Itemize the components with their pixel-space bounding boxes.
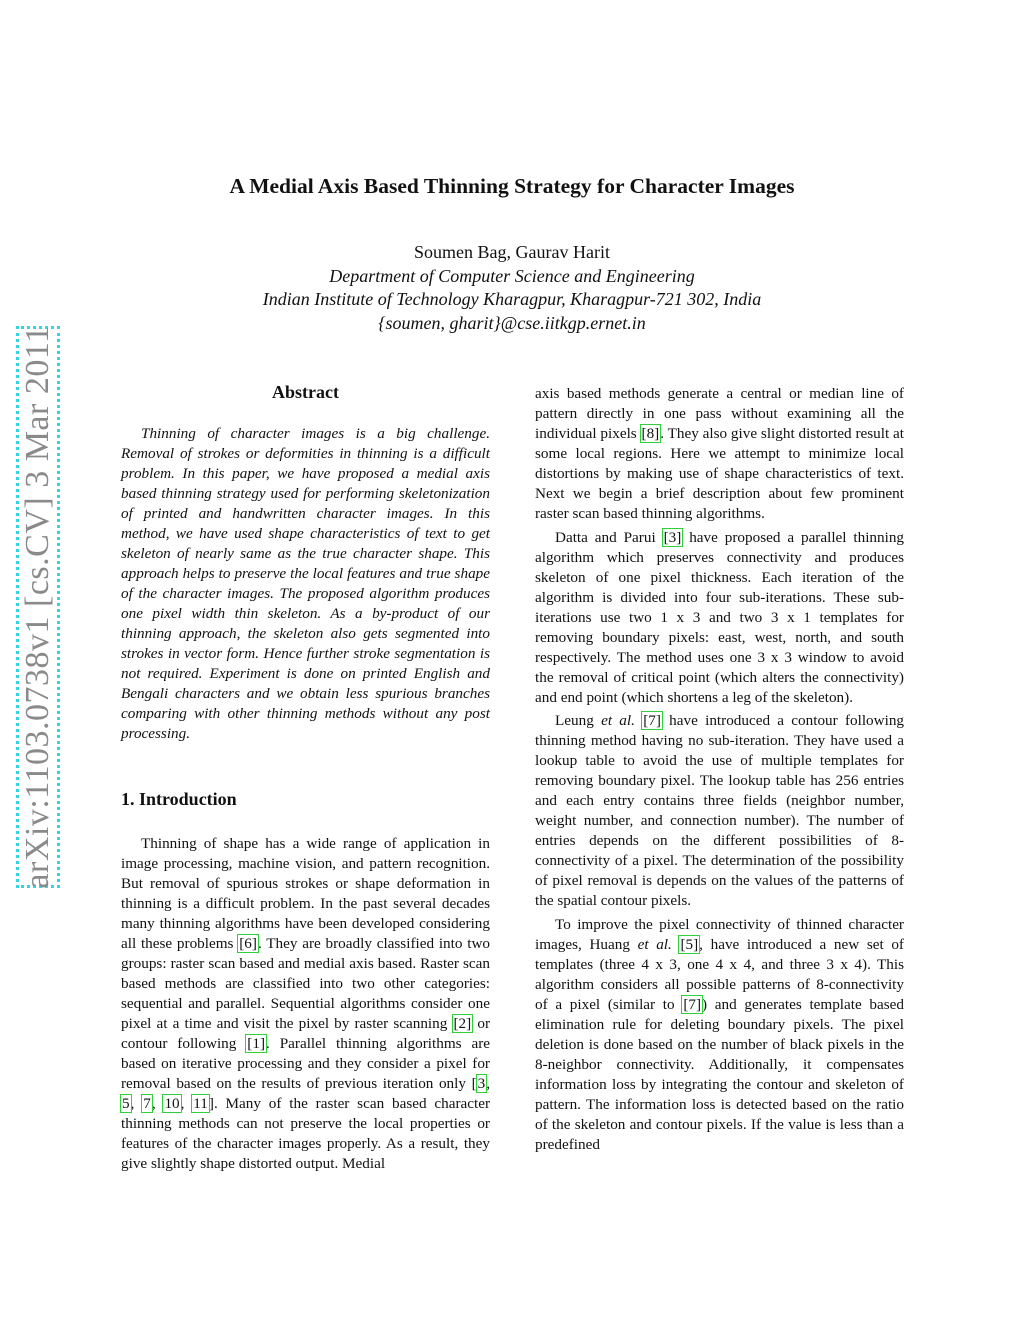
para-text: ) and generates template based elimination rule for deleting boundary pixels. The pixel deletion is done based on the number of black pixels in the 8-neighbor connectivity. Additionally, it compensates information loss by integrating the contour and skeleton of pattern. The information loss is detected based on the ratio of the skeleton and contour pixels. If the value is less than a predefined: [535, 995, 905, 1153]
intro-text-3: or contour following: [121, 1015, 491, 1052]
citation-link[interactable]: 7: [143, 1095, 151, 1112]
citation-link[interactable]: [6]: [239, 935, 257, 952]
para-text: Datta and Parui: [555, 528, 656, 546]
citation-link[interactable]: 10: [164, 1095, 180, 1112]
citation-link[interactable]: [1]: [247, 1035, 266, 1052]
author-email: {soumen, gharit}@cse.iitkgp.ernet.in: [378, 312, 646, 333]
para-text: have introduced a contour following thinning method having no sub-iteration. They have used a lookup table to avoid the use of multiple templates for removing boundary pixel. The lookup table has 256 entries and each entry contains three fields (neighbor number, weight number, and connection number). The number of entries depends on the different possibilities of 8-connectivity of a pixel. The determination of the possibility of pixel removal is depends on the values of the patterns of the spatial contour pixels.: [535, 712, 905, 909]
paper-title: A Medial Axis Based Thinning Strategy for Character Images: [229, 174, 795, 198]
citation-link[interactable]: [8]: [641, 425, 660, 442]
paragraph-huang: [535, 915, 904, 1155]
author-institute: Indian Institute of Technology Kharagpur, Kharagpur-721 302, India: [262, 289, 762, 309]
intro-text-1: Thinning of shape has a wide range of application in image processing, machine vision, and pattern recognition. But removal of spurious strokes or shape deformation in thinning is a difficult problem. In the past several decades many thinning algorithms have been developed considering all these problems: [121, 835, 490, 952]
et-al: et al.: [601, 712, 635, 729]
paragraph-leung: [535, 711, 904, 911]
section-heading-introduction: 1. Introduction: [121, 789, 237, 809]
abstract-heading: Abstract: [272, 382, 339, 402]
intro-text-2: . They are broadly classified into two groups: raster scan based and medial axis based. Raster scan based methods are classified into two other categories: sequential and parallel. Sequential algorithms consider one pixel at a time and visit the pixel by raster scanning: [121, 935, 490, 1032]
et-al: et al.: [637, 935, 672, 953]
intro-paragraph: [121, 834, 490, 1174]
citation-link[interactable]: 5: [122, 1095, 130, 1112]
intro-text-5: . Many of the raster scan based character thinning methods can not preserve the local properties or features of the character images properly. As a result, they give slightly shape distorted output. Medial: [121, 1095, 491, 1172]
author-names: Soumen Bag, Gaurav Harit: [414, 242, 610, 262]
arxiv-identifier: arXiv:1103.0738v1 [cs.CV] 3 Mar 2011: [19, 325, 56, 889]
para-text: axis based methods generate a central or median line of pattern directly in one pass without examining all the individual pixels: [535, 385, 904, 442]
author-block: [0, 241, 1024, 335]
paragraph-datta-parui: [535, 528, 904, 708]
para-text: . They also give slight distorted result at some local regions. Here we attempt to minimize local distortions by making use of shape characteristics of text. Next we begin a brief description about few prominent raster scan based thinning algorithms.: [535, 425, 904, 522]
citation-link[interactable]: [7]: [643, 712, 661, 729]
citation-link[interactable]: 11: [193, 1095, 208, 1112]
citation-link[interactable]: [2]: [453, 1015, 472, 1032]
citation-link[interactable]: 3: [477, 1075, 486, 1092]
para-text: To improve the pixel connectivity of thinned character images, Huang: [535, 915, 904, 953]
citation-link[interactable]: [3]: [663, 528, 682, 546]
author-department: Department of Computer Science and Engineering: [329, 265, 695, 286]
citation-link[interactable]: [7]: [683, 995, 702, 1013]
para-text: have proposed a parallel thinning algorithm which preserves connectivity and produces skeleton of one pixel thickness. Each iteration of the algorithm is divided into four sub-iterations. These sub-iterations use two 1 x 3 and two 3 x 1 templates for removing boundary pixels: east, west, north, and south respectively. The method uses one 3 x 3 window to avoid the removal of critical point (which alters the connectivity) and end point (which shortens a leg of the skeleton).: [535, 528, 905, 706]
citation-group: [3, 5, 7, 10, 11]: [122, 1075, 491, 1112]
right-column: [535, 384, 904, 1158]
para-text: , have introduced a new set of templates (three 4 x 3, one 4 x 4, and three 3 x 4). This algorithm considers all possible patterns of 8-connectivity of a pixel (similar to: [535, 935, 904, 1013]
intro-text-4: . Parallel thinning algorithms are based on iterative processing and they consider a pixel for removal based on the results of previous iteration only: [121, 1035, 491, 1092]
abstract-text: Thinning of character images is a big challenge. Removal of strokes or deformities in thinning is a difficult problem. In this paper, we have proposed a medial axis based thinning strategy used for performing skeletonization of printed and handwritten character images. In this method, we have used shape characteristics of text to get skeleton of nearly same as the true character shape. This approach helps to preserve the local features and true shape of the character images. The proposed algorithm produces one pixel width thin skeleton. As a by-product of our thinning approach, the skeleton also gets segmented into strokes in vector form. Hence further stroke segmentation is not required. Experiment is done on printed English and Bengali characters and we obtain less spurious branches comparing with other thinning methods without any post processing.: [121, 425, 490, 742]
paragraph-medial-axis: [535, 384, 904, 524]
para-text: Leung: [555, 712, 594, 729]
citation-link[interactable]: [5]: [680, 935, 699, 953]
